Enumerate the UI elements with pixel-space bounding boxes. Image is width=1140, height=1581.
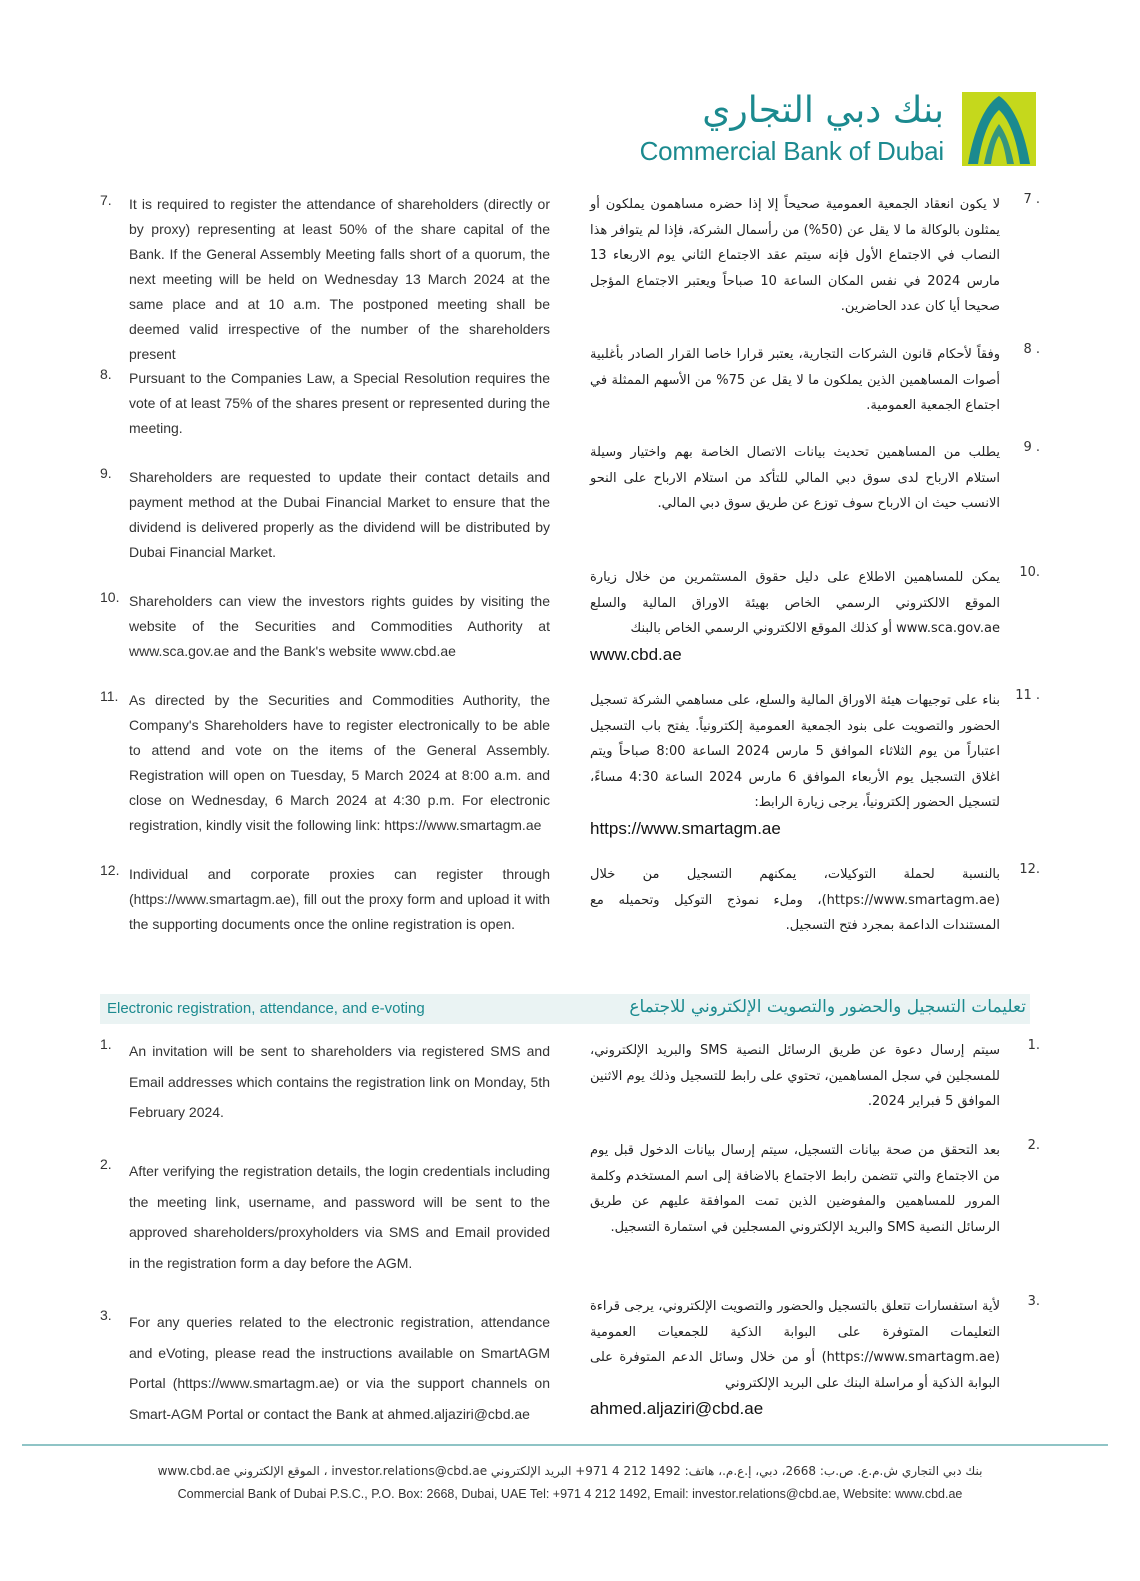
smartagm-link[interactable]: https://www.smartagm.ae [590, 818, 781, 838]
notice-item-en-10 [100, 589, 550, 664]
notice-item-ar-12 [590, 862, 1040, 939]
reg-item-ar-2 [590, 1138, 1040, 1240]
notice-item-ar-8 [590, 342, 1040, 419]
notice-item-en-12 [100, 862, 550, 937]
item-number: 7 . [1023, 192, 1040, 207]
item-text: يطلب من المساهمين تحديث بيانات الاتصال الخاصة بهم واختيار وسيلة استلام الارباح لدى سوق دبي المالي للتأكد من استلام الارباح على النحو الانسب حيث ان الارباح سوف توزع عن طريق سوق دبي المالي. [590, 445, 1000, 511]
section-title-ar: تعليمات التسجيل والحضور والتصويت الإلكتروني للاجتماع [629, 997, 1026, 1017]
item-text: Pursuant to the Companies Law, a Special Resolution requires the vote of at least 75% of the shares present or represented during the meeting. [129, 370, 550, 436]
item-text: بناء على توجيهات هيئة الاوراق المالية والسلع، على مساهمي الشركة تسجيل الحضور والتصويت على بنود الجمعية العمومية إلكترونياً. يفتح باب التسجيل اعتباراً من يوم الثلاثاء الموافق 5 مارس 2024 الساعة 8:00 صباحاً ويتم اغلاق التسجيل يوم الأربعاء الموافق 6 مارس 2024 الساعة 4:30 مساءً، لتسجيل الحضور إلكترونياً، يرجى زيارة الرابط: [590, 693, 1001, 810]
item-text: Individual and corporate proxies can register through (https://www.smartagm.ae), fill out the proxy form and upload it with the supporting documents once the online registration is open. [129, 866, 550, 932]
item-number: 1. [100, 1036, 112, 1052]
reg-item-en-3 [100, 1307, 550, 1429]
reg-item-ar-3 [590, 1294, 1040, 1422]
item-text: Shareholders can view the investors rights guides by visiting the website of the Securities and Commodities Authority at www.sca.gov.ae and the Bank's website www.cbd.ae [129, 593, 550, 659]
item-number: 11 . [1015, 688, 1040, 703]
item-number: 10. [1019, 565, 1040, 580]
item-number: 2. [1027, 1138, 1040, 1153]
item-text: It is required to register the attendance of shareholders (directly or by proxy) representing at least 50% of the share capital of the Bank. If the General Assembly Meeting falls short of a quorum, the next meeting will be held on Wednesday 13 March 2024 at the same place and at 10 a.m. The postponed meeting shall be deemed valid irrespective of the number of the shareholders present [129, 196, 550, 362]
item-number: 12. [100, 862, 120, 878]
reg-item-ar-1 [590, 1038, 1040, 1115]
notice-item-en-9 [100, 465, 550, 565]
item-number: 12. [1019, 862, 1040, 877]
item-number: 10. [100, 589, 120, 605]
item-text: An invitation will be sent to shareholders via registered SMS and Email addresses which contains the registration link on Monday, 5th February 2024. [129, 1043, 550, 1120]
notice-item-ar-9 [590, 440, 1040, 517]
item-text: After verifying the registration details, the login credentials including the meeting link, username, and password will be sent to the approved shareholders/proxyholders via SMS and Email provided in the registration form a day before the AGM. [129, 1163, 550, 1271]
section-title-en: Electronic registration, attendance, and e-voting [107, 1000, 425, 1017]
item-text: Shareholders are requested to update their contact details and payment method at the Dubai Financial Market to ensure that the dividend is delivered properly as the dividend will be distributed by Dubai Financial Market. [129, 469, 550, 560]
item-text: يمكن للمساهمين الاطلاع على دليل حقوق المستثمرين من خلال زيارة الموقع الالكتروني الرسمي الخاص بهيئة الاوراق المالية والسلع www.sca.gov.ae أو كذلك الموقع الالكتروني الرسمي الخاص بالبنك [590, 570, 1000, 636]
item-number: 9 . [1023, 440, 1040, 455]
item-text: لأية استفسارات تتعلق بالتسجيل والحضور والتصويت الإلكتروني، يرجى قراءة التعليمات المتوفرة على البوابة الذكية للجمعيات العمومية (https://www.smartagm.ae) أو من خلال وسائل الدعم المتوفرة على البوابة الذكية أو مراسلة البنك على البريد الإلكتروني [590, 1299, 1000, 1391]
notice-item-en-7 [100, 192, 550, 367]
notice-item-en-11 [100, 688, 550, 838]
reg-item-en-1 [100, 1036, 550, 1128]
item-text: لا يكون انعقاد الجمعية العمومية صحيحاً إلا إذا حضره مساهمون يملكون أو يمثلون بالوكالة ما لا يقل عن (50%) من رأسمال الشركة، فإذا لم يتوافر هذا النصاب في الاجتماع الأول فإنه سيتم عقد الاجتماع الثاني يوم الاربعاء 13 مارس 2024 في نفس المكان الساعة 10 صباحاً ويعتبر الاجتماع المؤجل صحيحا أيا كان عدد الحاضرين. [590, 197, 1000, 314]
footer-divider [22, 1444, 1108, 1446]
item-text: For any queries related to the electronic registration, attendance and eVoting, please read the instructions available on SmartAGM Portal (https://www.smartagm.ae) or via the support channels on Smart-AGM Portal or contact the Bank at ahmed.aljaziri@cbd.ae [129, 1314, 550, 1422]
item-number: 7. [100, 192, 112, 208]
contact-email-link[interactable]: ahmed.aljaziri@cbd.ae [590, 1399, 764, 1418]
item-number: 8. [100, 366, 112, 382]
cbd-arch-icon [962, 92, 1036, 166]
logo-english-name: Commercial Bank of Dubai [639, 136, 944, 166]
item-number: 1. [1027, 1038, 1040, 1053]
notice-item-en-8 [100, 366, 550, 441]
notice-item-ar-7 [590, 192, 1040, 320]
item-number: 2. [100, 1156, 112, 1172]
bank-logo [639, 90, 1036, 170]
section-header-band [100, 994, 1030, 1024]
item-number: 8 . [1023, 342, 1040, 357]
item-number: 11. [100, 688, 119, 704]
item-number: 3. [1027, 1294, 1040, 1309]
notice-item-ar-11 [590, 688, 1040, 842]
item-number: 3. [100, 1307, 112, 1323]
item-text: As directed by the Securities and Commodities Authority, the Company's Shareholders have to register electronically to be able to attend and vote on the items of the General Assembly. Registration will open on Tuesday, 5 March 2024 at 8:00 a.m. and close on Wednesday, 6 March 2024 at 4:30 p.m. For electronic registration, kindly visit the following link: https://www.smartagm.ae [129, 692, 550, 833]
item-text: بالنسبة لحملة التوكيلات، يمكنهم التسجيل من خلال (https://www.smartagm.ae)، وملء نموذج التوكيل وتحميله مع المستندات الداعمة بمجرد فتح التسجيل. [590, 867, 1000, 933]
reg-item-en-2 [100, 1156, 550, 1278]
notice-item-ar-10 [590, 565, 1040, 668]
item-text: بعد التحقق من صحة بيانات التسجيل، سيتم إرسال بيانات الدخول قبل يوم من الاجتماع والتي تتضمن رابط الاجتماع بالاضافة إلى اسم المستخدم وكلمة المرور للمساهمين والمفوضين الذين تمت الموافقة عليهم عن طريق الرسائل النصية SMS والبريد الإلكتروني المسجلين في استمارة التسجيل. [590, 1143, 1000, 1235]
item-number: 9. [100, 465, 112, 481]
footer-arabic: بنك دبي التجاري ش.م.ع. ص.ب: 2668، دبي، إ.ع.م.، هاتف: 1492 212 4 971+ البريد الإلكتروني investor.relations@cbd.ae ، الموقع الإلكتروني www.cbd.ae [157, 1464, 983, 1478]
footer-english: Commercial Bank of Dubai P.S.C., P.O. Box: 2668, Dubai, UAE Tel: +971 4 212 1492, Email: investor.relations@cbd.ae, Website: www.cbd.ae [177, 1487, 963, 1501]
item-text: سيتم إرسال دعوة عن طريق الرسائل النصية SMS والبريد الإلكتروني، للمسجلين في سجل المساهمين، تحتوي على رابط للتسجيل وذلك يوم الاثنين الموافق 5 فبراير 2024. [590, 1043, 1000, 1109]
logo-arabic-name: بنك دبي التجاري [702, 90, 944, 131]
cbd-website-link[interactable]: www.cbd.ae [590, 644, 682, 664]
item-text: وفقاً لأحكام قانون الشركات التجارية، يعتبر قرارا خاصا القرار الصادر بأغلبية أصوات المساهمين الذين يملكون ما لا يقل عن 75% من الأسهم الممثلة في اجتماع الجمعية العمومية. [590, 347, 1000, 413]
